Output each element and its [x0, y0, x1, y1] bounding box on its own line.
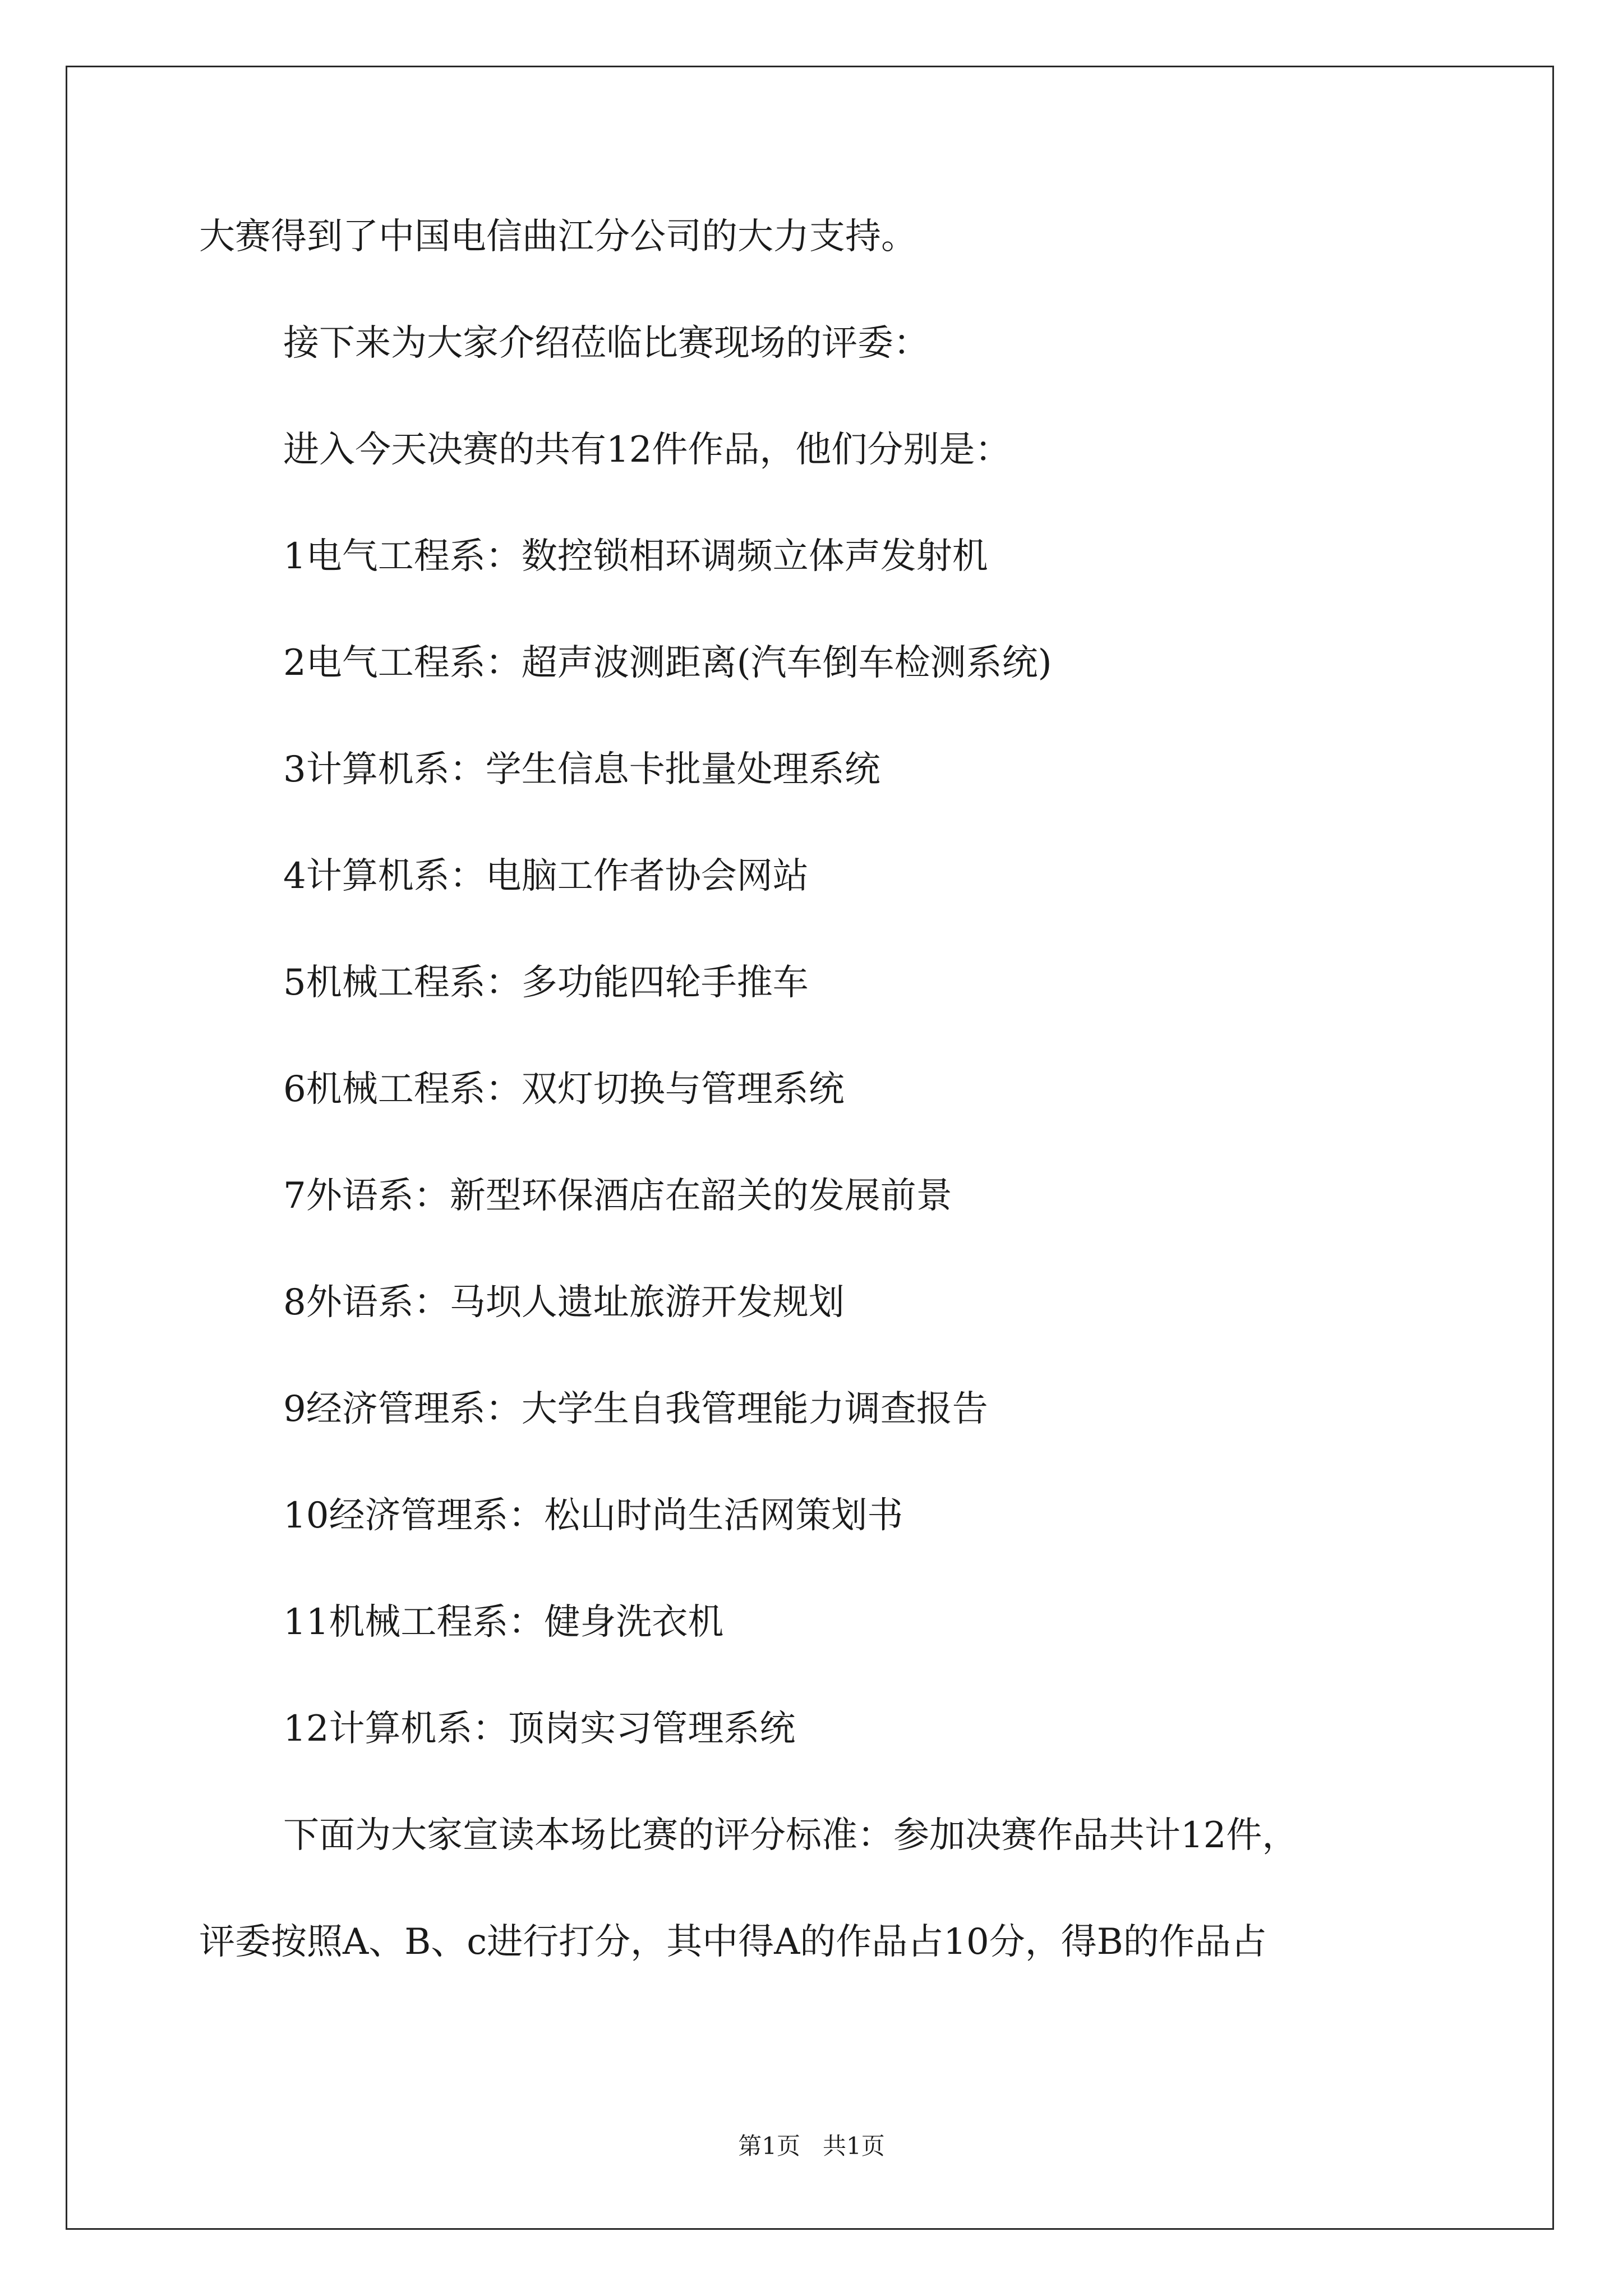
list-item: 1电气工程系：数控锁相环调频立体声发射机: [283, 536, 988, 577]
list-item: 9经济管理系：大学生自我管理能力调查报告: [283, 1388, 988, 1430]
list-item: 8外语系：马坝人遗址旅游开发规划: [283, 1282, 845, 1323]
list-item: 10经济管理系：松山时尚生活网策划书: [283, 1495, 903, 1536]
paragraph-line: 评委按照A、B、c进行打分，其中得A的作品占10分，得B的作品占: [199, 1921, 1267, 1963]
paragraph-line: 接下来为大家介绍莅临比赛现场的评委：: [283, 323, 929, 364]
paragraph-line: 大赛得到了中国电信曲江分公司的大力支持。: [199, 216, 917, 257]
document-body: [199, 216, 1461, 2031]
paragraph-line: 下面为大家宣读本场比赛的评分标准：参加决赛作品共计12件，: [283, 1815, 1298, 1856]
paragraph-line: 进入今天决赛的共有12件作品，他们分别是：: [283, 429, 1011, 471]
page-number-footer: 第1页 共1页: [738, 2132, 885, 2160]
list-item: 4计算机系：电脑工作者协会网站: [283, 855, 809, 897]
list-item: 5机械工程系：多功能四轮手推车: [283, 962, 809, 1004]
list-item: 11机械工程系：健身洗衣机: [283, 1602, 724, 1643]
list-item: 7外语系：新型环保酒店在韶关的发展前景: [283, 1175, 952, 1217]
list-item: 6机械工程系：双灯切换与管理系统: [283, 1069, 845, 1110]
list-item: 3计算机系：学生信息卡批量处理系统: [283, 749, 880, 790]
list-item: 12计算机系：顶岗实习管理系统: [283, 1708, 796, 1750]
list-item: 2电气工程系：超声波测距离(汽车倒车检测系统): [283, 642, 1052, 684]
